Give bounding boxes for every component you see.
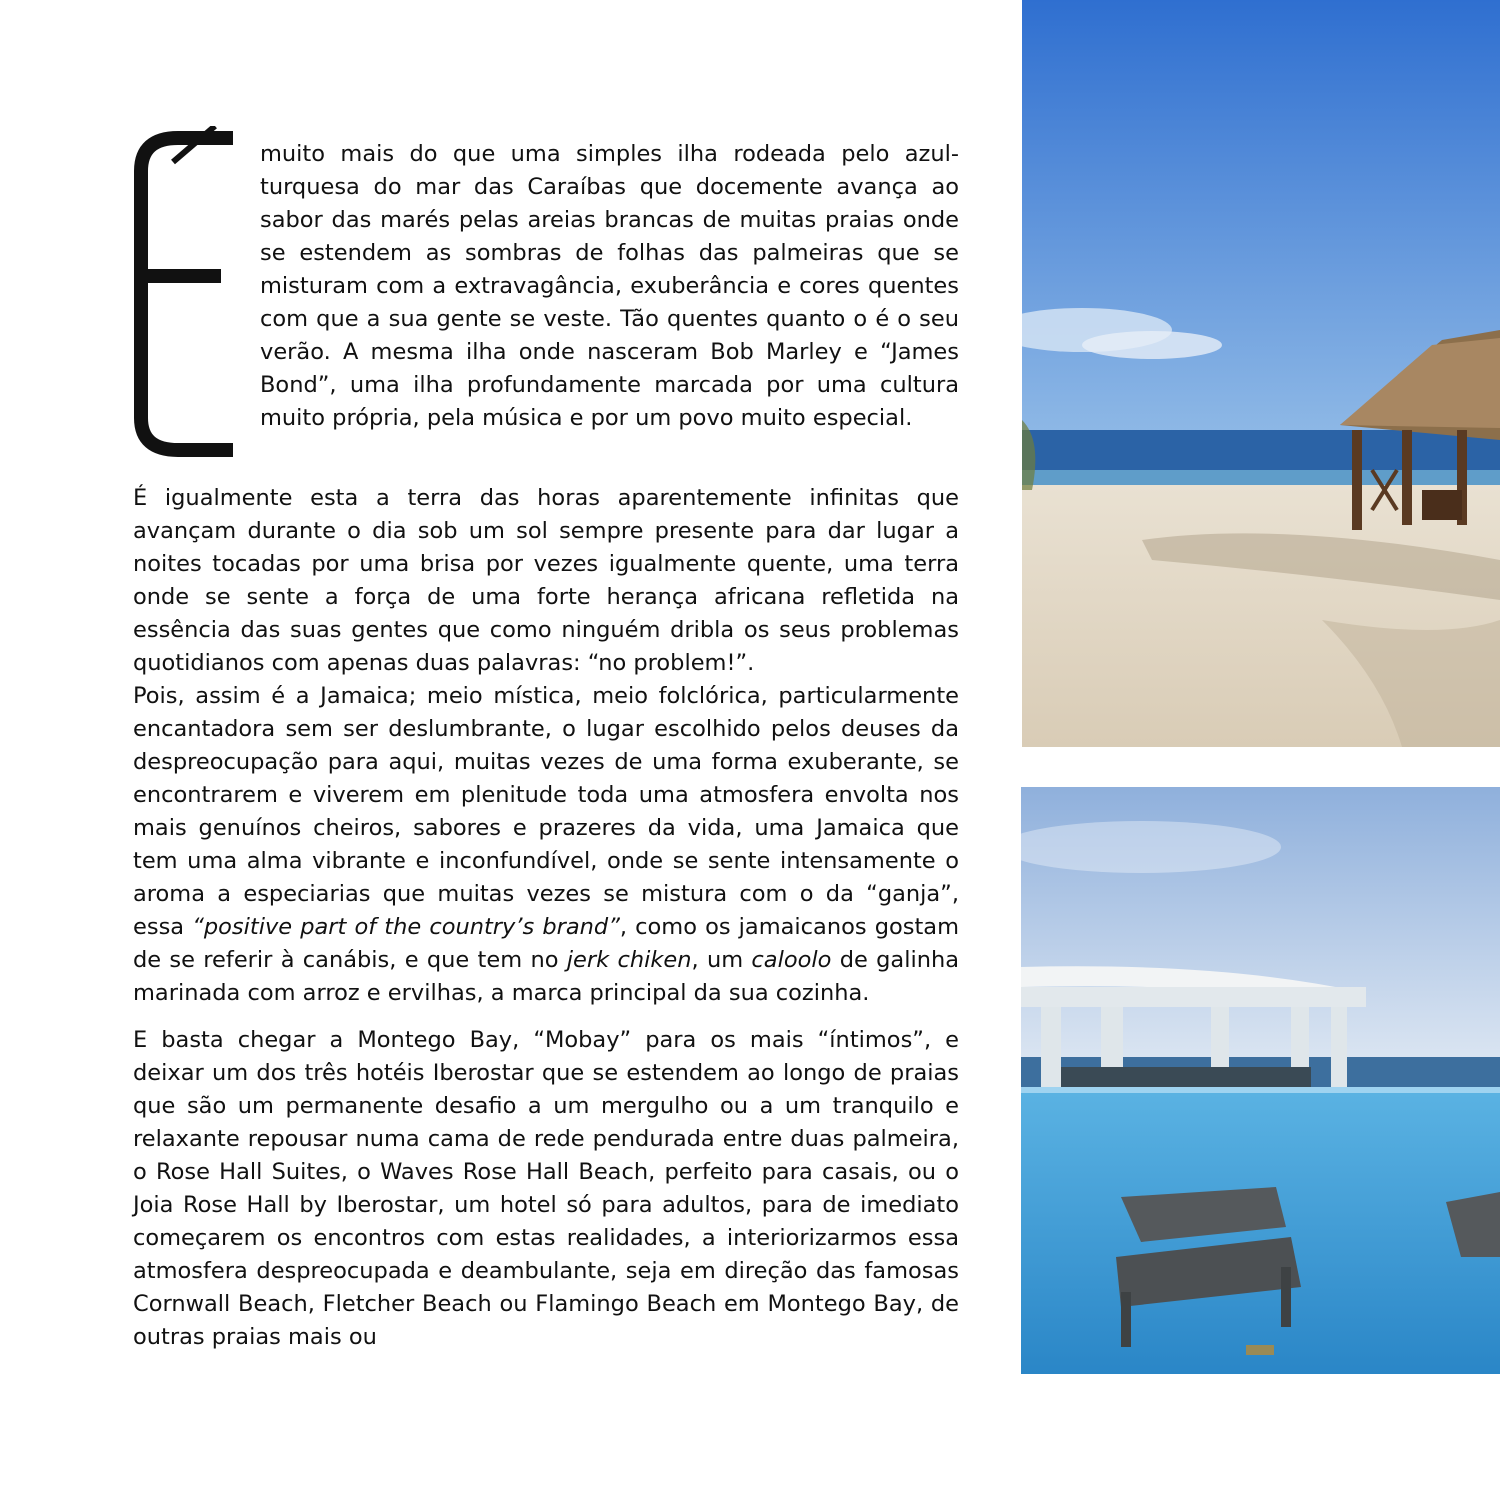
svg-text:É: É <box>133 126 134 127</box>
p3-text-2: , como os jamaicanos gostam de se referir à canábis, e que tem no <box>133 914 959 973</box>
beach-hut-photo <box>1022 0 1500 747</box>
p3-italic-brand: “positive part of the country’s brand” <box>192 914 620 940</box>
article-text-column <box>133 126 960 1354</box>
paragraph-4: E basta chegar a Montego Bay, “Mobay” para os mais “íntimos”, e deixar um dos três hotéis Iberostar que se estendem ao longo de praias que são um permanente desafio a um mergulho ou a um tranquilo e relaxante repousar numa cama de rede pendurada entre duas palmeira, o Rose Hall Suites, o Waves Rose Hall Beach, perfeito para casais, ou o Joia Rose Hall by Iberostar, um hotel só para adultos, para de imediato começarem os encontros com estas realidades, a interiorizarmos essa atmosfera despreocupada e deambulante, seja em direção das famosas Cornwall Beach, Fletcher Beach ou Flamingo Beach em Montego Bay, de outras praias mais ou <box>133 1027 959 1350</box>
p3-text-4: de galinha marinada com arroz e ervilhas, a marca principal da sua cozinha. <box>133 947 960 1006</box>
paragraph-3 <box>133 680 959 1010</box>
p3-italic-dish-2: caloolo <box>751 947 832 973</box>
p3-text-1: Pois, assim é a Jamaica; meio mística, meio folclórica, particularmente encantadora sem ser deslumbrante, o lugar escolhido pelos deuses da despreocupação para aqui, muitas vezes de uma forma exuberante, se encontrarem e viverem em plenitude toda uma atmosfera envolta nos mais genuínos cheiros, sabores e prazeres da vida, uma Jamaica que tem uma alma vibrante e inconfundível, onde se sente intensamente o aroma a especiarias que muitas vezes se mistura com o da “ganja”, essa <box>133 683 959 940</box>
drop-cap-letter <box>133 126 237 460</box>
paragraph-1: muito mais do que uma simples ilha rodeada pelo azul-turquesa do mar das Caraíbas que docemente avança ao sabor das marés pelas areias brancas de muitas praias onde se estendem as sombras de folhas das palmeiras que se misturam com a extravagância, exuberância e cores quentes com que a sua gente se veste. Tão quentes quanto o é o seu verão. A mesma ilha onde nasceram Bob Marley e “James Bond”, uma ilha profundamente marcada por uma cultura muito própria, pela música e por um povo muito especial. <box>260 141 959 431</box>
intro-paragraph-block <box>133 126 959 468</box>
p3-italic-dish-1: jerk chiken <box>566 947 692 973</box>
paragraph-2: É igualmente esta a terra das horas aparentemente infinitas que avançam durante o dia sob um sol sempre presente para dar lugar a noites tocadas por uma brisa por vezes igualmente quente, uma terra onde se sente a força de uma forte herança africana refletida na essência das suas gentes que como ninguém dribla os seus problemas quotidianos com apenas duas palavras: “no problem!”. <box>133 485 959 676</box>
infinity-pool-photo <box>1021 787 1500 1374</box>
p3-text-3: , um <box>691 947 752 973</box>
